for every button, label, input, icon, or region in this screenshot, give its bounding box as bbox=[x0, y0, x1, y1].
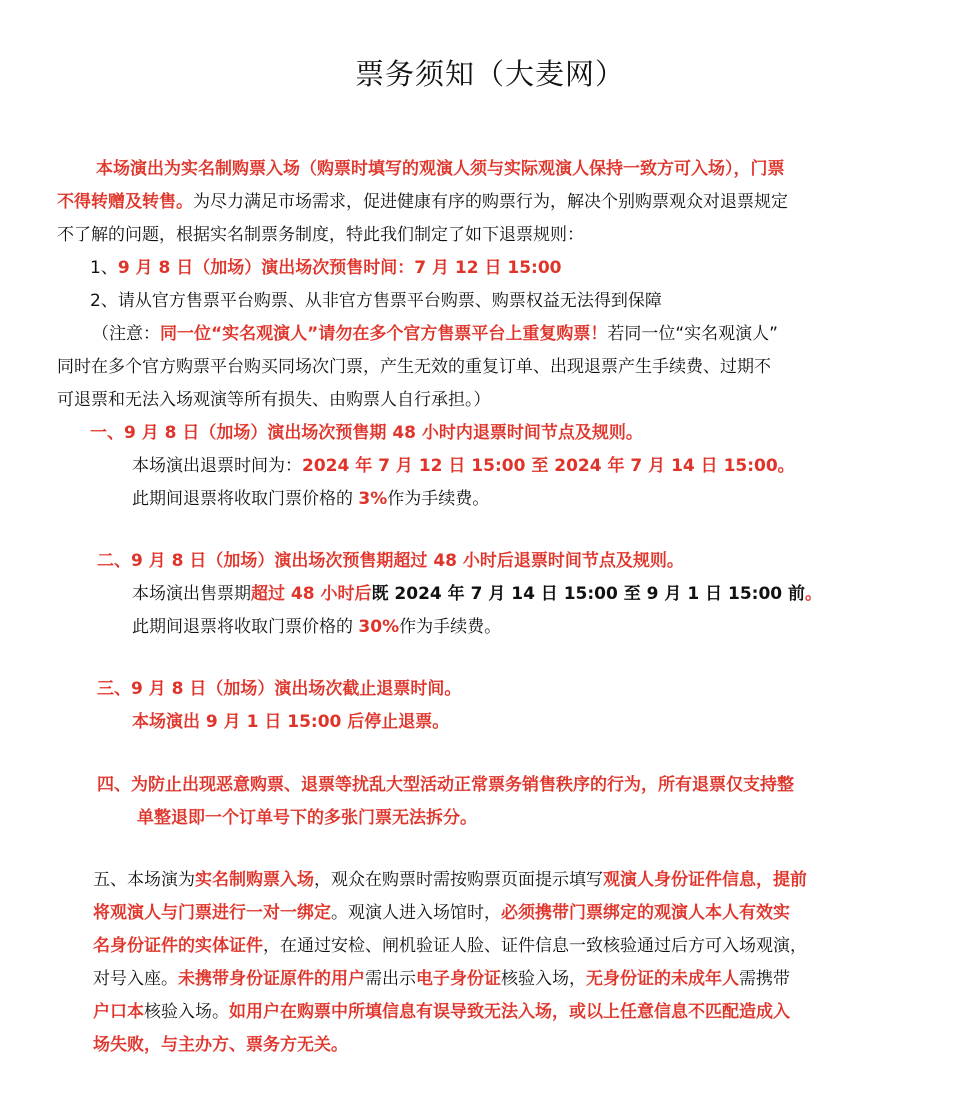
s5-l5-b: 核验入场。 bbox=[144, 1002, 229, 1022]
section-2-fee-rate: 30% bbox=[358, 617, 400, 637]
s5-l4-b: 未携带身份证原件的用户 bbox=[178, 969, 365, 989]
s5-l5-a: 户口本 bbox=[93, 1002, 144, 1022]
s5-l2-c: 必须携带门票绑定的观演人本人有效实 bbox=[501, 903, 790, 923]
s5-l1-d: 观演人身份证件信息，提前 bbox=[603, 870, 807, 890]
s5-l1-b: 实名制购票入场 bbox=[195, 870, 314, 890]
s5-l4-g: 需携带 bbox=[739, 969, 790, 989]
section-1-line-2 bbox=[132, 483, 489, 516]
section-2-over-48h: 超过 48 小时后 bbox=[251, 584, 372, 604]
section-1-line-1 bbox=[132, 450, 795, 483]
note-line-3: 可退票和无法入场观演等所有损失、由购票人自行承担。） bbox=[57, 390, 491, 410]
s5-l4-d: 电子身份证 bbox=[416, 969, 501, 989]
note-line-2: 同时在多个官方购票平台购买同场次门票，产生无效的重复订单、出现退票产生手续费、过期不 bbox=[57, 357, 771, 377]
section-5-line-4 bbox=[93, 963, 790, 996]
section-1-line-2-prefix: 此期间退票将收取门票价格的 bbox=[132, 489, 359, 509]
s5-l3-b: ，在通过安检、闸机验证人脸、证件信息一致核验通过后方可入场观演， bbox=[263, 936, 807, 956]
item-1 bbox=[90, 252, 562, 285]
note-prefix: （注意： bbox=[92, 324, 160, 344]
section-5-line-2 bbox=[93, 897, 790, 930]
s5-l3-a: 名身份证件的实体证件 bbox=[93, 936, 263, 956]
section-1-line-1-prefix: 本场演出退票时间为： bbox=[132, 456, 302, 476]
s5-l2-a: 将观演人与门票进行一对一绑定 bbox=[93, 903, 331, 923]
s5-l4-e: 核验入场， bbox=[501, 969, 586, 989]
intro-line-2 bbox=[57, 186, 788, 219]
intro-red-2: 不得转赠及转售。 bbox=[57, 192, 193, 212]
s5-l5-c: 如用户在购票中所填信息有误导致无法入场，或以上任意信息不匹配造成入 bbox=[229, 1002, 790, 1022]
section-4-line-2: 单整退即一个订单号下的多张门票无法拆分。 bbox=[137, 808, 477, 828]
note-warning: 同一位“实名观演人”请勿在多个官方售票平台上重复购票！ bbox=[160, 324, 608, 344]
s5-l4-f: 无身份证的未成年人 bbox=[586, 969, 739, 989]
s5-l1-c: ，观众在购票时需按购票页面提示填写 bbox=[314, 870, 603, 890]
section-1-line-2-suffix: 作为手续费。 bbox=[387, 489, 490, 509]
section-5-line-1 bbox=[93, 864, 807, 897]
s5-l4-c: 需出示 bbox=[365, 969, 416, 989]
note-suffix: 若同一位“实名观演人” bbox=[607, 324, 778, 344]
section-5-line-5 bbox=[93, 996, 790, 1029]
item-1-text: 9 月 8 日（加场）演出场次预售时间：7 月 12 日 15:00 bbox=[117, 258, 562, 278]
section-2-line-2 bbox=[132, 611, 501, 644]
section-1-heading: 一、9 月 8 日（加场）演出场次预售期 48 小时内退票时间节点及规则。 bbox=[90, 423, 643, 443]
s5-l2-b: 。观演人进入场馆时， bbox=[331, 903, 501, 923]
s5-l4-a: 对号入座。 bbox=[93, 969, 178, 989]
item-1-number: 1、 bbox=[90, 258, 118, 278]
intro-red-1: 本场演出为实名制购票入场（购票时填写的观演人须与实际观演人保持一致方可入场），门票 bbox=[96, 159, 785, 179]
intro-text-2: 为尽力满足市场需求，促进健康有序的购票行为，解决个别购票观众对退票规定 bbox=[193, 192, 788, 212]
section-2-line-1-end: 。 bbox=[805, 584, 823, 604]
section-3-heading: 三、9 月 8 日（加场）演出场次截止退票时间。 bbox=[97, 679, 462, 699]
section-2-line-1 bbox=[132, 578, 822, 611]
section-2-line-2-suffix: 作为手续费。 bbox=[399, 617, 502, 637]
section-2-date-range: 既 2024 年 7 月 14 日 15:00 至 9 月 1 日 15:00 前 bbox=[371, 584, 806, 604]
section-2-line-2-prefix: 此期间退票将收取门票价格的 bbox=[132, 617, 359, 637]
s5-l1-a: 五、本场演为 bbox=[93, 870, 195, 890]
section-3-line-1: 本场演出 9 月 1 日 15:00 后停止退票。 bbox=[132, 712, 450, 732]
section-2-heading: 二、9 月 8 日（加场）演出场次预售期超过 48 小时后退票时间节点及规则。 bbox=[97, 551, 684, 571]
intro-line-3: 不了解的问题，根据实名制票务制度，特此我们制定了如下退票规则： bbox=[57, 225, 584, 245]
intro-line-1 bbox=[96, 153, 785, 186]
section-5-line-6: 场失败，与主办方、票务方无关。 bbox=[93, 1035, 348, 1055]
section-4-line-1: 四、为防止出现恶意购票、退票等扰乱大型活动正常票务销售秩序的行为，所有退票仅支持整 bbox=[97, 775, 794, 795]
section-1-refund-window: 2024 年 7 月 12 日 15:00 至 2024 年 7 月 14 日 15:00。 bbox=[302, 456, 795, 476]
section-2-line-1-prefix: 本场演出售票期 bbox=[132, 584, 251, 604]
note-line-1 bbox=[92, 318, 778, 351]
item-2: 2、请从官方售票平台购票、从非官方售票平台购票、购票权益无法得到保障 bbox=[90, 291, 662, 311]
section-1-fee-rate: 3% bbox=[358, 489, 388, 509]
page-title: 票务须知（大麦网） bbox=[354, 57, 625, 91]
section-5-line-3 bbox=[93, 930, 807, 963]
